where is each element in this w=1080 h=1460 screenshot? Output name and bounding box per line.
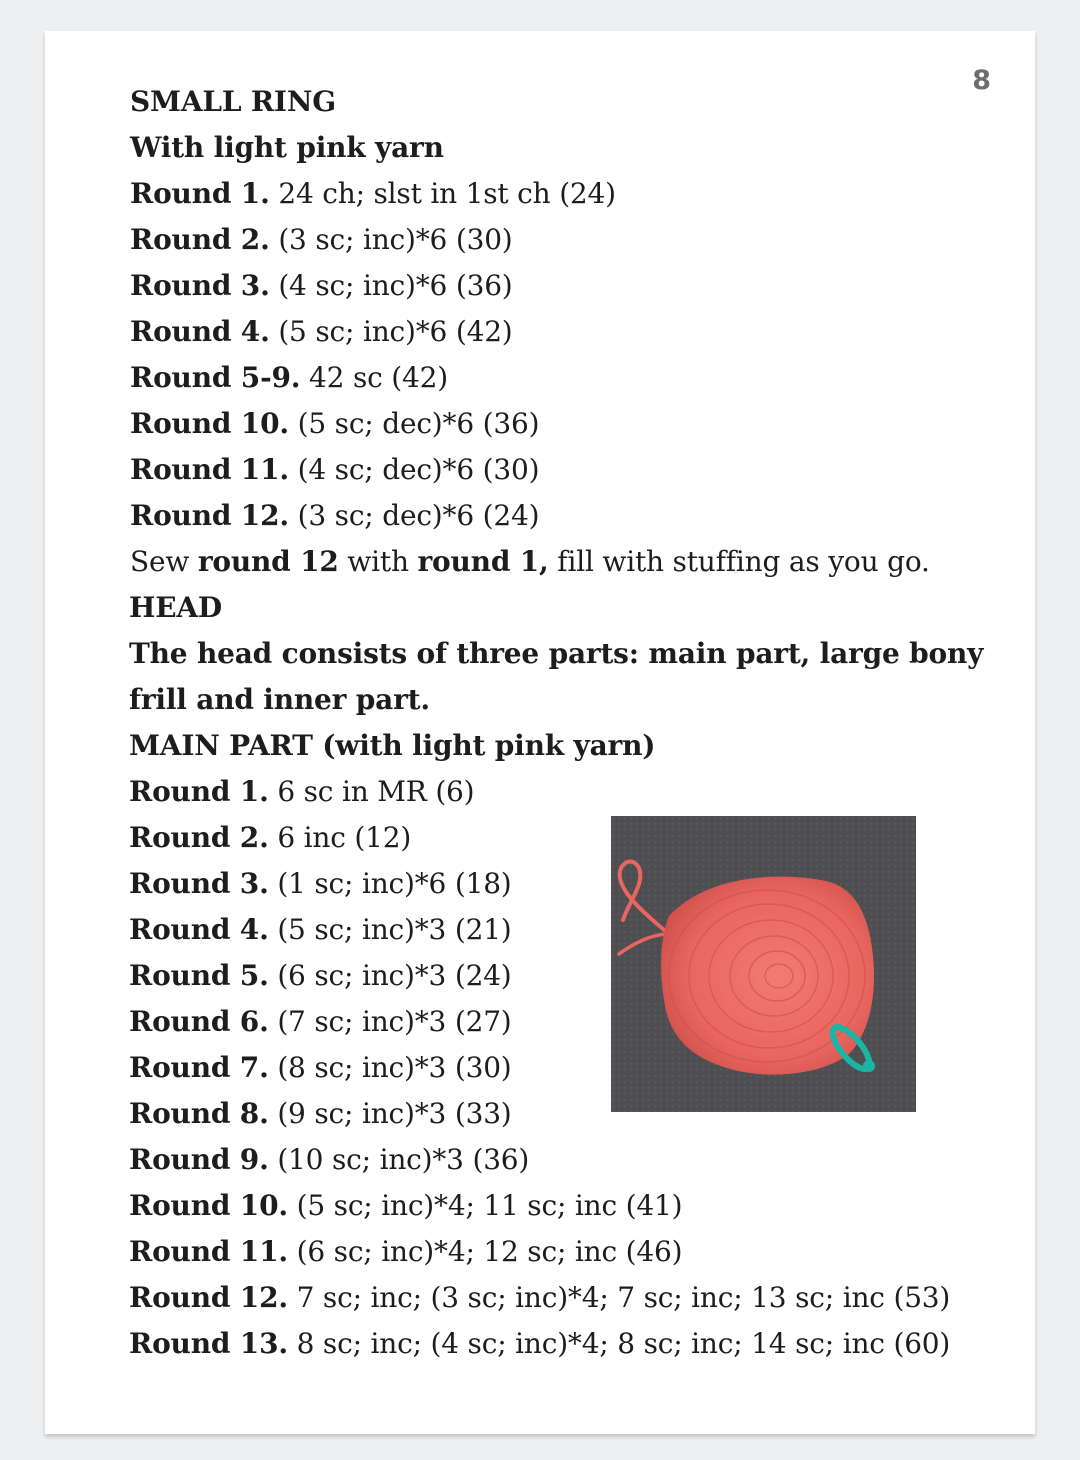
- round-label: Round 5.: [129, 959, 269, 992]
- round-instructions: 42 sc (42): [300, 361, 448, 394]
- document-page: [45, 31, 1035, 1434]
- round-line: [129, 1321, 990, 1367]
- round-label: Round 1.: [129, 775, 269, 808]
- round-label: Round 11.: [130, 453, 289, 486]
- round-label: Round 5-9.: [130, 361, 301, 394]
- round-line: [130, 263, 990, 309]
- round-label: Round 8.: [129, 1097, 269, 1130]
- round-instructions: (1 sc; inc)*6 (18): [268, 867, 512, 900]
- round-instructions: (6 sc; inc)*4; 12 sc; inc (46): [287, 1235, 683, 1268]
- sew-bold: round 12: [197, 545, 339, 578]
- crochet-piece-illustration: [611, 816, 916, 1112]
- round-instructions: (7 sc; inc)*3 (27): [268, 1005, 512, 1038]
- round-label: Round 7.: [129, 1051, 269, 1084]
- round-line: [130, 447, 990, 493]
- round-instructions: 6 inc (12): [268, 821, 412, 854]
- sew-text: fill with stuffing as you go.: [548, 545, 930, 578]
- round-line: [130, 309, 990, 355]
- round-instructions: 8 sc; inc; (4 sc; inc)*4; 8 sc; inc; 14 sc; inc (60): [287, 1327, 951, 1360]
- round-instructions: (9 sc; inc)*3 (33): [268, 1097, 512, 1130]
- round-label: Round 9.: [129, 1143, 269, 1176]
- round-instructions: (4 sc; dec)*6 (30): [288, 453, 540, 486]
- round-line: [130, 171, 990, 217]
- round-instructions: (5 sc; inc)*3 (21): [268, 913, 512, 946]
- round-line: [129, 1229, 990, 1275]
- sew-text: with: [338, 545, 418, 578]
- pattern-content: [130, 79, 990, 1367]
- round-line: [130, 493, 990, 539]
- round-label: Round 4.: [129, 913, 269, 946]
- round-label: Round 2.: [129, 821, 269, 854]
- crochet-head-photo: [611, 816, 916, 1112]
- round-label: Round 3.: [129, 867, 269, 900]
- round-instructions: (3 sc; dec)*6 (24): [288, 499, 540, 532]
- round-label: Round 3.: [130, 269, 270, 302]
- round-line: [129, 1137, 990, 1183]
- section-title-main-part: MAIN PART (with light pink yarn): [129, 729, 656, 762]
- section-subtitle-small-ring: With light pink yarn: [130, 131, 444, 164]
- round-label: Round 11.: [129, 1235, 288, 1268]
- round-instructions: (3 sc; inc)*6 (30): [269, 223, 513, 256]
- round-instructions: (6 sc; inc)*3 (24): [268, 959, 512, 992]
- round-instructions: (4 sc; inc)*6 (36): [269, 269, 513, 302]
- page-number: 8: [972, 65, 991, 96]
- section-title-small-ring: SMALL RING: [130, 85, 336, 118]
- round-instructions: 7 sc; inc; (3 sc; inc)*4; 7 sc; inc; 13 sc; inc (53): [287, 1281, 951, 1314]
- round-label: Round 2.: [130, 223, 270, 256]
- head-intro-line: The head consists of three parts: main part, large bony: [129, 637, 984, 670]
- round-instructions: 6 sc in MR (6): [268, 775, 475, 808]
- round-label: Round 6.: [129, 1005, 269, 1038]
- round-label: Round 10.: [129, 1189, 288, 1222]
- round-instructions: (5 sc; inc)*6 (42): [269, 315, 513, 348]
- round-label: Round 13.: [129, 1327, 288, 1360]
- head-intro-line: frill and inner part.: [129, 683, 430, 716]
- sew-text: Sew: [130, 545, 198, 578]
- round-instructions: (10 sc; inc)*3 (36): [268, 1143, 530, 1176]
- round-label: Round 12.: [130, 499, 289, 532]
- round-line: [130, 401, 990, 447]
- round-line: [130, 355, 990, 401]
- sew-instruction: [130, 539, 990, 585]
- round-instructions: (5 sc; dec)*6 (36): [288, 407, 540, 440]
- round-line: [130, 217, 990, 263]
- round-instructions: (5 sc; inc)*4; 11 sc; inc (41): [287, 1189, 683, 1222]
- crochet-head-piece: [661, 877, 874, 1075]
- round-line: [129, 1275, 990, 1321]
- round-label: Round 12.: [129, 1281, 288, 1314]
- sew-bold: round 1,: [417, 545, 549, 578]
- round-line: [129, 769, 990, 815]
- section-title-head: HEAD: [129, 591, 223, 624]
- round-line: [129, 1183, 990, 1229]
- round-instructions: 24 ch; slst in 1st ch (24): [269, 177, 616, 210]
- round-instructions: (8 sc; inc)*3 (30): [268, 1051, 512, 1084]
- round-label: Round 4.: [130, 315, 270, 348]
- round-label: Round 1.: [130, 177, 270, 210]
- round-label: Round 10.: [130, 407, 289, 440]
